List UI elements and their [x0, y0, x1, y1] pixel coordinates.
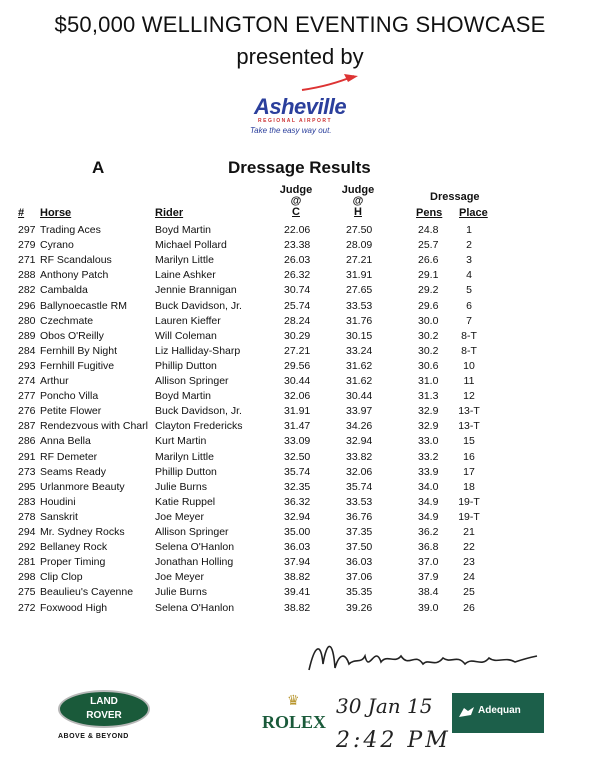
cell-place: 3 [466, 254, 472, 267]
cell-horse: RF Scandalous [40, 254, 112, 267]
cell-horse: Seams Ready [40, 465, 106, 478]
adequan-label: Adequan [478, 705, 521, 716]
cell-rider: Joe Meyer [155, 571, 205, 584]
cell-h: 31.62 [346, 375, 373, 387]
cell-rider: Allison Springer [155, 375, 229, 387]
cell-horse: Rendezvous with Charl [40, 420, 148, 433]
cell-rider: Boyd Martin [155, 390, 212, 403]
cell-place: 6 [466, 299, 472, 312]
table-row [0, 496, 600, 511]
cell-h: 33.82 [346, 450, 373, 463]
table-row [0, 390, 600, 405]
col-judge-h-label: Judge [341, 184, 375, 196]
table-row [0, 330, 600, 345]
cell-rider: Liz Halliday-Sharp [155, 344, 241, 357]
cell-pens: 29.1 [418, 269, 439, 282]
cell-h: 33.53 [346, 299, 373, 312]
col-judge-h [338, 185, 378, 218]
col-rider: Rider [155, 207, 184, 219]
cell-num: 274 [18, 375, 36, 387]
cell-c: 39.41 [284, 586, 311, 599]
land-rover-logo [58, 690, 150, 728]
cell-num: 273 [18, 465, 36, 478]
cell-pens: 33.0 [418, 435, 439, 448]
cell-h: 31.91 [346, 269, 373, 282]
cell-rider: Julie Burns [155, 586, 207, 599]
cell-h: 27.65 [346, 284, 373, 297]
cell-num: 276 [18, 405, 36, 418]
cell-c: 32.94 [284, 510, 311, 523]
cell-h: 33.97 [346, 405, 373, 418]
cell-horse: Houdini [40, 495, 76, 508]
cell-h: 28.09 [346, 239, 373, 252]
cell-num: 284 [18, 344, 36, 357]
cell-horse: Foxwood High [40, 601, 108, 614]
cell-horse: Proper Timing [40, 556, 106, 569]
cell-h: 36.03 [346, 556, 373, 569]
cell-pens: 29.2 [418, 284, 439, 297]
cell-rider: Will Coleman [155, 329, 217, 342]
cell-num: 298 [18, 571, 36, 584]
cell-place: 17 [463, 465, 475, 478]
cell-rider: Marilyn Little [155, 254, 214, 267]
cell-h: 30.44 [346, 390, 373, 403]
table-row [0, 586, 600, 601]
table-row [0, 511, 600, 526]
cell-num: 286 [18, 435, 36, 448]
table-row [0, 284, 600, 299]
cell-num: 272 [18, 601, 36, 614]
col-dressage: Dressage [430, 191, 480, 203]
cell-place: 19-T [458, 510, 480, 523]
col-judge-c [276, 185, 316, 218]
cell-horse: Beaulieu's Cayenne [40, 586, 134, 599]
cell-c: 36.32 [284, 495, 311, 508]
cell-h: 39.26 [346, 601, 373, 614]
cell-rider: Selena O'Hanlon [155, 541, 235, 554]
cell-pens: 31.0 [418, 375, 439, 387]
cell-c: 32.35 [284, 480, 311, 493]
cell-rider: Laine Ashker [155, 269, 216, 282]
cell-h: 31.76 [346, 314, 373, 327]
cell-place: 8-T [461, 344, 477, 357]
cell-pens: 37.0 [418, 556, 439, 569]
cell-num: 279 [18, 239, 36, 252]
cell-horse: Anna Bella [40, 435, 91, 448]
cell-h: 32.06 [346, 465, 373, 478]
cell-pens: 31.3 [418, 390, 439, 403]
cell-horse: Obos O'Reilly [40, 329, 104, 342]
adequan-logo [452, 693, 544, 733]
cell-c: 38.82 [284, 571, 311, 584]
cell-num: 294 [18, 526, 36, 538]
logo-subtitle: REGIONAL AIRPORT [258, 118, 333, 124]
cell-horse: Petite Flower [40, 405, 102, 418]
table-row [0, 300, 600, 315]
table-row [0, 556, 600, 571]
table-row [0, 466, 600, 481]
page-subtitle: presented by [236, 44, 364, 69]
cell-place: 25 [463, 586, 475, 599]
cell-pens: 24.8 [418, 224, 439, 236]
land-rover-line2: ROVER [86, 710, 122, 721]
table-row [0, 481, 600, 496]
col-num: # [18, 207, 25, 219]
handwritten-time: 2:42 PM [336, 728, 451, 753]
cell-num: 277 [18, 390, 36, 403]
table-row [0, 360, 600, 375]
cell-c: 30.74 [284, 284, 311, 297]
cell-num: 281 [18, 556, 36, 569]
cell-pens: 36.8 [418, 541, 439, 554]
section-title: Dressage Results [228, 158, 371, 177]
cell-c: 30.29 [284, 329, 311, 342]
cell-place: 15 [463, 435, 475, 448]
cell-c: 38.82 [284, 601, 311, 614]
cell-rider: Buck Davidson, Jr. [155, 299, 242, 312]
cell-place: 10 [463, 359, 475, 372]
cell-pens: 34.0 [418, 480, 439, 493]
cell-place: 13-T [458, 405, 480, 418]
cell-num: 280 [18, 314, 36, 327]
cell-num: 295 [18, 480, 36, 493]
cell-h: 37.50 [346, 541, 373, 554]
cell-h: 35.74 [346, 480, 373, 493]
table-row [0, 254, 600, 269]
cell-rider: Marilyn Little [155, 450, 214, 463]
cell-c: 29.56 [284, 359, 311, 372]
cell-place: 11 [463, 375, 475, 387]
cell-rider: Jennie Brannigan [155, 284, 237, 297]
cell-rider: Clayton Fredericks [155, 420, 243, 433]
cell-num: 278 [18, 510, 36, 523]
horse-icon [458, 705, 476, 719]
cell-c: 28.24 [284, 314, 311, 327]
cell-num: 292 [18, 541, 36, 554]
cell-num: 293 [18, 359, 36, 372]
cell-horse: Fernhill By Night [40, 344, 118, 357]
cell-pens: 32.9 [418, 420, 439, 433]
cell-rider: Kurt Martin [155, 435, 207, 448]
cell-c: 31.91 [284, 405, 311, 418]
col-judge-c-label: Judge [279, 184, 313, 196]
airplane-icon [300, 72, 360, 94]
cell-h: 31.62 [346, 359, 373, 372]
table-row [0, 239, 600, 254]
cell-horse: Cambalda [40, 284, 88, 297]
cell-c: 30.44 [284, 375, 311, 387]
cell-num: 275 [18, 586, 36, 599]
cell-h: 32.94 [346, 435, 373, 448]
cell-num: 296 [18, 299, 36, 312]
cell-place: 21 [463, 526, 475, 538]
cell-h: 27.21 [346, 254, 373, 267]
cell-c: 26.32 [284, 269, 311, 282]
cell-num: 297 [18, 224, 36, 236]
cell-place: 16 [463, 450, 475, 463]
cell-pens: 30.2 [418, 344, 439, 357]
col-judge-h-at: @ [352, 195, 364, 207]
cell-c: 22.06 [284, 224, 311, 236]
cell-c: 23.38 [284, 239, 311, 252]
land-rover-line1: LAND [90, 696, 118, 707]
cell-place: 23 [463, 556, 475, 569]
cell-rider: Buck Davidson, Jr. [155, 405, 242, 418]
cell-h: 35.35 [346, 586, 373, 599]
cell-h: 30.15 [346, 329, 373, 342]
table-row [0, 405, 600, 420]
cell-h: 34.26 [346, 420, 373, 433]
cell-num: 287 [18, 420, 36, 433]
col-judge-c-at: @ [290, 195, 302, 207]
table-row [0, 224, 600, 239]
cell-horse: Cyrano [40, 239, 74, 252]
cell-c: 32.06 [284, 390, 311, 403]
cell-horse: Urlanmore Beauty [40, 480, 125, 493]
cell-place: 8-T [461, 329, 477, 342]
land-rover-tagline: ABOVE & BEYOND [58, 733, 129, 740]
table-row [0, 526, 600, 541]
table-row [0, 375, 600, 390]
table-row [0, 541, 600, 556]
cell-c: 37.94 [284, 556, 311, 569]
cell-horse: Anthony Patch [40, 269, 109, 282]
col-place: Place [459, 207, 488, 219]
cell-place: 22 [463, 541, 475, 554]
cell-num: 283 [18, 495, 36, 508]
cell-horse: Trading Aces [40, 224, 101, 236]
cell-num: 288 [18, 269, 36, 282]
cell-place: 18 [463, 480, 475, 493]
asheville-airport-logo [248, 70, 368, 140]
signature [305, 634, 545, 684]
cell-horse: Ballynoecastle RM [40, 299, 127, 312]
cell-c: 35.00 [284, 526, 311, 538]
cell-horse: Bellaney Rock [40, 541, 108, 554]
cell-c: 32.50 [284, 450, 311, 463]
table-row [0, 315, 600, 330]
rolex-logo: ROLEX [262, 712, 327, 732]
cell-rider: Selena O'Hanlon [155, 601, 235, 614]
cell-pens: 32.9 [418, 405, 439, 418]
cell-horse: Mr. Sydney Rocks [40, 526, 125, 538]
cell-h: 36.76 [346, 510, 373, 523]
cell-c: 27.21 [284, 344, 311, 357]
table-row [0, 269, 600, 284]
cell-pens: 30.2 [418, 329, 439, 342]
cell-place: 1 [466, 224, 472, 236]
cell-pens: 39.0 [418, 601, 439, 614]
cell-num: 291 [18, 450, 36, 463]
cell-rider: Katie Ruppel [155, 495, 216, 508]
cell-pens: 33.2 [418, 450, 439, 463]
cell-place: 4 [466, 269, 472, 282]
cell-rider: Boyd Martin [155, 224, 212, 236]
col-horse: Horse [40, 207, 72, 219]
cell-c: 36.03 [284, 541, 311, 554]
col-judge-c-pos: C [292, 206, 300, 218]
handwritten-date: 30 Jan 15 [336, 694, 433, 718]
cell-place: 12 [463, 390, 475, 403]
cell-rider: Lauren Kieffer [155, 314, 221, 327]
table-row [0, 451, 600, 466]
cell-horse: RF Demeter [40, 450, 98, 463]
cell-num: 289 [18, 329, 36, 342]
col-judge-h-pos: H [354, 206, 362, 218]
cell-c: 26.03 [284, 254, 311, 267]
cell-pens: 34.9 [418, 495, 439, 508]
table-row [0, 571, 600, 586]
page-title: $50,000 WELLINGTON EVENTING SHOWCASE [54, 12, 546, 37]
cell-rider: Phillip Dutton [155, 465, 217, 478]
cell-rider: Michael Pollard [155, 239, 227, 252]
cell-rider: Joe Meyer [155, 510, 205, 523]
cell-num: 271 [18, 254, 36, 267]
cell-pens: 36.2 [418, 526, 439, 538]
cell-pens: 34.9 [418, 510, 439, 523]
cell-horse: Czechmate [40, 314, 94, 327]
col-pens: Pens [416, 207, 443, 219]
cell-pens: 25.7 [418, 239, 439, 252]
cell-c: 31.47 [284, 420, 311, 433]
cell-pens: 26.6 [418, 254, 439, 267]
cell-horse: Poncho Villa [40, 390, 99, 403]
cell-h: 27.50 [346, 224, 373, 236]
table-row [0, 602, 600, 617]
cell-horse: Arthur [40, 375, 69, 387]
cell-h: 37.35 [346, 526, 373, 538]
cell-h: 33.24 [346, 344, 373, 357]
cell-rider: Allison Springer [155, 526, 229, 538]
cell-num: 282 [18, 284, 36, 297]
cell-rider: Phillip Dutton [155, 359, 217, 372]
cell-c: 33.09 [284, 435, 311, 448]
division-label: A [92, 158, 105, 177]
cell-place: 5 [466, 284, 472, 297]
cell-place: 2 [466, 239, 472, 252]
cell-c: 35.74 [284, 465, 311, 478]
cell-pens: 30.0 [418, 314, 439, 327]
logo-tagline: Take the easy way out. [250, 126, 332, 135]
cell-rider: Jonathan Holling [155, 556, 234, 569]
cell-pens: 33.9 [418, 465, 439, 478]
cell-rider: Julie Burns [155, 480, 207, 493]
cell-place: 19-T [458, 495, 480, 508]
cell-place: 26 [463, 601, 475, 614]
logo-name: Asheville [254, 94, 347, 119]
cell-place: 7 [466, 314, 472, 327]
cell-horse: Sanskrit [40, 510, 78, 523]
cell-pens: 38.4 [418, 586, 439, 599]
cell-h: 37.06 [346, 571, 373, 584]
table-row [0, 345, 600, 360]
cell-horse: Clip Clop [40, 571, 83, 584]
cell-place: 24 [463, 571, 475, 584]
rolex-crown-icon: ♛ [287, 692, 300, 708]
table-row [0, 435, 600, 450]
cell-pens: 29.6 [418, 299, 439, 312]
cell-pens: 37.9 [418, 571, 439, 584]
cell-c: 25.74 [284, 299, 311, 312]
table-row [0, 420, 600, 435]
cell-place: 13-T [458, 420, 480, 433]
cell-horse: Fernhill Fugitive [40, 359, 115, 372]
cell-h: 33.53 [346, 495, 373, 508]
cell-pens: 30.6 [418, 359, 439, 372]
